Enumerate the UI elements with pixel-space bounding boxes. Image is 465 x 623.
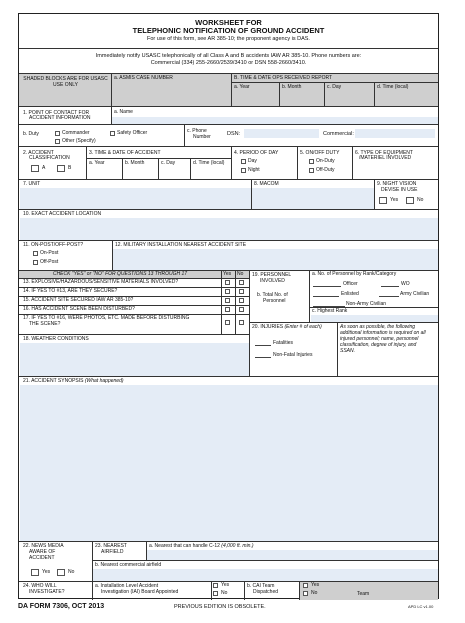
day-label: Day: [248, 158, 257, 164]
on-off-duty-label: 5. ON/OFF DUTY: [300, 150, 340, 156]
macom-label: 8. MACOM: [254, 181, 279, 187]
cai-yes-label: Yes: [311, 582, 320, 588]
night-vision-label-line2: DEVISE IN USE: [381, 187, 418, 193]
cai-no-label: No: [311, 590, 318, 596]
personnel-label-line1: 19. PERSONNEL: [252, 272, 292, 278]
received-month-label: b. Month: [282, 84, 302, 90]
q13-yes-checkbox[interactable]: [225, 280, 230, 285]
fatalities-label: Fatalities: [273, 340, 294, 346]
news-yes-label: Yes: [42, 569, 51, 575]
highest-rank-field[interactable]: [311, 315, 438, 322]
news-no-checkbox[interactable]: [57, 569, 65, 576]
commander-label: Commander: [62, 130, 90, 136]
yes-column-header: Yes: [223, 271, 232, 277]
iai-yes-checkbox[interactable]: [213, 583, 218, 588]
cai-team-label-line2: Dispatched: [253, 589, 279, 595]
equipment-label-line2: /MATERIEL INVOLVED: [359, 155, 412, 161]
injuries-hint: (Enter # of each): [284, 324, 322, 330]
nearest-installation-field[interactable]: [113, 249, 438, 270]
personnel-by-rank-label: a. No. of Personnel by Rank/Category: [312, 271, 397, 277]
question-16: 16. HAS ACCIDENT SCENE BEEN DISTURBED?: [23, 306, 135, 312]
injuries-label-text: 20. INJURIES: [252, 324, 284, 330]
commercial-label: Commercial:: [323, 131, 354, 137]
highest-rank-label: c. Highest Rank: [312, 308, 348, 314]
class-a-checkbox[interactable]: [31, 165, 39, 172]
iai-no-checkbox[interactable]: [213, 591, 218, 596]
received-year-label: a. Year: [234, 84, 250, 90]
cai-yes-checkbox[interactable]: [303, 583, 308, 588]
day-checkbox[interactable]: [241, 159, 246, 164]
total-personnel-label-line2: Personnel: [263, 298, 286, 304]
on-post-label: On-Post: [40, 250, 59, 256]
army-civilian-label: Army Civilian: [400, 291, 430, 297]
investigate-label-line2: INVESTIGATE?: [29, 589, 65, 595]
time-date-received-label: B. TIME & DATE OPS RECEIVED REPORT: [234, 75, 333, 81]
questions-header: CHECK "YES" or "NO" FOR QUESTIONS 13 THROUGH 17: [52, 271, 188, 277]
exact-location-field[interactable]: [20, 218, 438, 240]
obsolete-notice: PREVIOUS EDITION IS OBSOLETE.: [174, 604, 266, 610]
unit-field[interactable]: [20, 188, 251, 209]
q16-no-checkbox[interactable]: [239, 307, 244, 312]
form-number: DA FORM 7306, OCT 2013: [18, 603, 105, 610]
q13-no-checkbox[interactable]: [239, 280, 244, 285]
accident-time-date-label: 3. TIME & DATE OF ACCIDENT: [89, 150, 161, 156]
q16-yes-checkbox[interactable]: [225, 307, 230, 312]
form-title-line1: WORKSHEET FOR: [195, 18, 262, 27]
accident-year-label: a. Year: [89, 160, 105, 166]
investigate-label-line1: 24. WHO WILL: [23, 583, 57, 589]
q15-no-checkbox[interactable]: [239, 298, 244, 303]
iai-board-label-line2: Investigation (IAI) Board Appointed: [101, 589, 179, 595]
poc-name-field[interactable]: [112, 117, 438, 124]
q17-no-checkbox[interactable]: [239, 320, 244, 325]
non-army-civilian-label: Non-Army Civilian: [346, 301, 387, 307]
nearest-airfield-label-line1: 23. NEAREST: [95, 543, 127, 549]
cai-team-label-line1: b. CAI Team: [247, 583, 275, 589]
injury-note-line4: classification, degree of injury, and: [340, 342, 417, 348]
night-vision-no-label: No: [417, 197, 424, 203]
total-personnel-label-line1: b. Total No. of: [257, 292, 288, 298]
question-17-line2: THE SCENE?: [29, 321, 61, 327]
c12-airfield-label-text: a. Nearest that can handle C-12: [149, 543, 220, 549]
received-day-label: c. Day: [327, 84, 342, 90]
c12-airfield-label: [149, 544, 254, 550]
commercial-airfield-label: b. Nearest commercial airfield: [95, 562, 162, 568]
injury-note-line3: injured personnel; name, personnel: [340, 336, 419, 342]
commercial-airfield-field[interactable]: [93, 569, 438, 581]
iai-board-label-line1: a. Installation Level Accident: [95, 583, 159, 589]
cai-no-checkbox[interactable]: [303, 591, 308, 596]
c12-airfield-field[interactable]: [147, 550, 438, 560]
on-off-post-label: 11. ON-POST/OFF-POST?: [23, 242, 84, 248]
equipment-label-line1: 6. TYPE OF EQUIPMENT: [355, 150, 413, 156]
personnel-label-line2: INVOLVED: [260, 278, 285, 284]
form-subtitle: For use of this form, see AR 385-10; the proponent agency is DAS.: [147, 36, 310, 42]
night-label: Night: [248, 167, 260, 173]
iai-no-label: No: [221, 590, 228, 596]
injury-note-line5: SSAN.: [340, 348, 356, 354]
injuries-label: [252, 325, 322, 331]
off-post-checkbox[interactable]: [33, 260, 38, 265]
duty-label: b. Duty: [23, 131, 39, 137]
unit-label: 7. UNIT: [23, 181, 41, 187]
other-duty-checkbox[interactable]: [55, 139, 60, 144]
safety-officer-label: Safety Officer: [117, 130, 148, 136]
class-a-label: A: [42, 165, 46, 171]
version-label: APD LC v1.00: [408, 604, 434, 609]
on-post-checkbox[interactable]: [33, 251, 38, 256]
safety-officer-checkbox[interactable]: [110, 131, 115, 136]
form-title-line2: TELEPHONIC NOTIFICATION OF GROUND ACCIDENT: [132, 26, 325, 35]
night-vision-yes-checkbox[interactable]: [379, 197, 387, 204]
notify-text-line2: Commercial (334) 255-2660/2539/3410 or DSN 558-2660/3410.: [150, 60, 307, 66]
nearest-airfield-label-line2: AIRFIELD: [101, 549, 124, 555]
night-vision-yes-label: Yes: [390, 197, 399, 203]
off-duty-checkbox[interactable]: [309, 168, 314, 173]
wo-label: WO: [401, 281, 410, 287]
news-media-label-line3: ACCIDENT: [29, 555, 55, 561]
news-media-label-line2: AWARE OF: [29, 549, 56, 555]
on-duty-label: On-Duty: [316, 158, 335, 164]
other-duty-label: Other (Specify): [62, 138, 96, 144]
accident-time-label: d. Time (local): [193, 160, 225, 166]
phone-label-line2: Number: [193, 134, 211, 140]
night-vision-no-checkbox[interactable]: [406, 197, 414, 204]
enlisted-label: Enlisted: [341, 291, 359, 297]
classification-label-line2: CLASSIFICATION: [29, 155, 70, 161]
accident-day-label: c. Day: [161, 160, 176, 166]
news-no-label: No: [68, 569, 75, 575]
nearest-installation-label: 12. MILITARY INSTALLATION NEAREST ACCIDENT SITE: [115, 242, 247, 248]
question-14: 14. IF YES TO #13, ARE THEY SECURE?: [23, 288, 118, 294]
injury-note-line1: As soon as possible, the following: [340, 324, 416, 330]
on-duty-checkbox[interactable]: [309, 159, 314, 164]
news-media-label-line1: 22. NEWS MEDIA: [23, 543, 64, 549]
c12-airfield-hint: (4,000 ft. min.): [221, 543, 254, 549]
weather-field[interactable]: [20, 343, 249, 376]
no-column-header: No: [237, 271, 244, 277]
q14-yes-checkbox[interactable]: [225, 289, 230, 294]
synopsis-hint: (What happened): [84, 378, 124, 384]
commercial-field[interactable]: [355, 129, 435, 138]
poc-name-label: a. Name: [114, 109, 133, 115]
poc-label-line1: 1. POINT OF CONTACT FOR: [23, 110, 90, 116]
dsn-field[interactable]: [244, 129, 319, 138]
officer-label: Officer: [343, 281, 358, 287]
off-post-label: Off-Post: [40, 259, 59, 265]
injury-note-line2: additional information is required on all: [340, 330, 426, 336]
night-checkbox[interactable]: [241, 168, 246, 173]
notify-text-line1: Immediately notify USASC telephonically of all Class A and B accidents IAW AR 385-10. Phone numbers are:: [95, 53, 362, 59]
period-of-day-label: 4. PERIOD OF DAY: [234, 150, 279, 156]
poc-label-line2: ACCIDENT INFORMATION: [29, 115, 91, 121]
q15-yes-checkbox[interactable]: [225, 298, 230, 303]
question-17-line1: 17. IF YES TO #16, WERE PHOTOS, ETC. MADE BEFORE DISTURBING: [23, 315, 190, 321]
classification-label-line1: 2. ACCIDENT: [23, 150, 54, 156]
class-b-checkbox[interactable]: [57, 165, 65, 172]
night-vision-label-line1: 9. NIGHT VISION: [377, 181, 417, 187]
synopsis-label-text: 21. ACCIDENT SYNOPSIS: [23, 378, 84, 384]
exact-location-label: 10. EXACT ACCIDENT LOCATION: [23, 211, 102, 217]
received-time-label: d. Time (local): [377, 84, 409, 90]
shaded-blocks-label: SHADED BLOCKS ARE FOR USASC USE ONLY: [23, 76, 108, 88]
class-b-label: B: [68, 165, 72, 171]
accident-worksheet-form: [18, 13, 439, 599]
synopsis-label: [23, 379, 124, 385]
weather-label: 18. WEATHER CONDITIONS: [23, 336, 89, 342]
accident-month-label: b. Month: [125, 160, 145, 166]
non-fatal-injuries-label: Non-Fatal Injuries: [273, 352, 313, 358]
dsn-label: DSN:: [227, 131, 241, 137]
commander-checkbox[interactable]: [55, 131, 60, 136]
asmis-case-number-label: a. ASMIS CASE NUMBER: [114, 75, 173, 81]
question-13: 13. EXPLOSIVE/HAZARDOUS/SENSITIVE MATERIALS INVOLVED?: [23, 279, 179, 285]
q17-yes-checkbox[interactable]: [225, 320, 230, 325]
phone-label-line1: c. Phone: [187, 128, 207, 134]
cai-team-text: Team: [357, 591, 370, 597]
q14-no-checkbox[interactable]: [239, 289, 244, 294]
question-15: 15. ACCIDENT SITE SECURED IAW AR 385-10?: [23, 297, 134, 303]
off-duty-label: Off-Duty: [316, 167, 335, 173]
macom-field[interactable]: [252, 188, 374, 209]
news-yes-checkbox[interactable]: [31, 569, 39, 576]
iai-yes-label: Yes: [221, 582, 230, 588]
synopsis-field[interactable]: [20, 385, 438, 541]
